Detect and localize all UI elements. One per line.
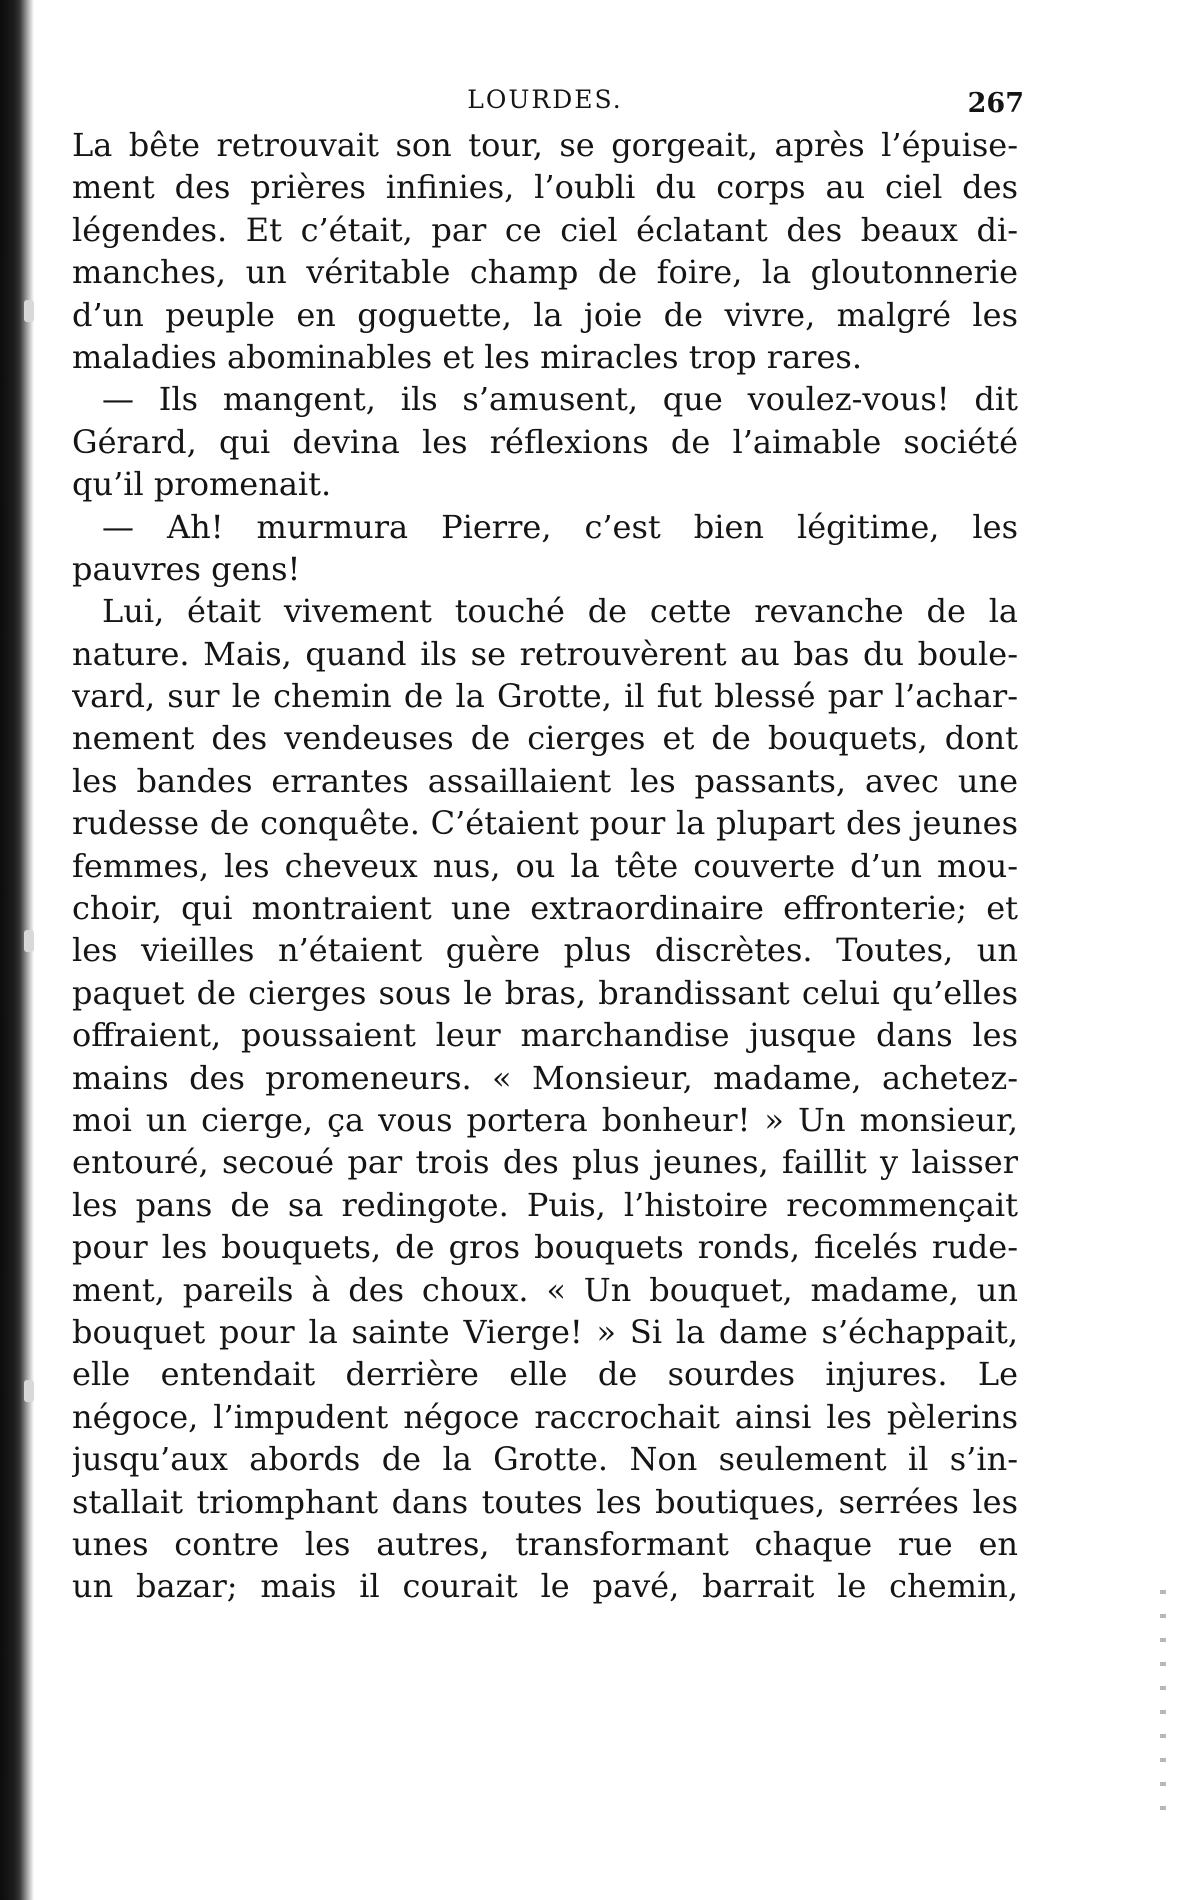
text-line: pauvres gens! <box>72 549 301 588</box>
text-line: pour les bouquets, de gros bouquets ronds, ficelés rude- <box>72 1228 1018 1267</box>
scan-speck <box>24 1380 34 1402</box>
text-line: unes contre les autres, transformant chaque rue en <box>72 1524 1018 1563</box>
text-line: paquet de cierges sous le bras, brandissant celui qu’elles <box>72 973 1018 1012</box>
text-line: mains des promeneurs. « Monsieur, madame, achetez- <box>72 1058 1018 1097</box>
text-line: les vieilles n’étaient guère plus discrètes. Toutes, un <box>72 931 1018 970</box>
text-line: nement des vendeuses de cierges et de bouquets, dont <box>72 719 1018 758</box>
text-line: les pans de sa redingote. Puis, l’histoire recommençait <box>72 1185 1018 1224</box>
text-line: elle entendait derrière elle de sourdes injures. Le <box>72 1355 1018 1394</box>
text-line: jusqu’aux abords de la Grotte. Non seulement il s’in- <box>72 1440 1018 1479</box>
text-line: stallait triomphant dans toutes les boutiques, serrées les <box>72 1482 1018 1521</box>
text-line: choir, qui montraient une extraordinaire effronterie; et <box>72 889 1018 928</box>
text-line: vard, sur le chemin de la Grotte, il fut blessé par l’achar- <box>72 677 1018 716</box>
text-line: Gérard, qui devina les réflexions de l’aimable société <box>72 422 1018 461</box>
text-line: ment des prières infinies, l’oubli du corps au ciel des <box>72 168 1018 207</box>
text-line: rudesse de conquête. C’étaient pour la plupart des jeunes <box>72 804 1018 843</box>
text-line: La bête retrouvait son tour, se gorgeait, après l’épuise- <box>72 126 1018 164</box>
text-line: qu’il promenait. <box>72 465 332 504</box>
text-line: nature. Mais, quand ils se retrouvèrent au bas du boule- <box>72 634 1018 673</box>
text-line: — Ils mangent, ils s’amusent, que voulez-vous! dit <box>102 380 1018 419</box>
body-text <box>72 124 1018 1608</box>
text-line: bouquet pour la sainte Vierge! » Si la dame s’échappait, <box>72 1312 1018 1351</box>
scan-speck <box>24 300 34 322</box>
text-line: ment, pareils à des choux. « Un bouquet, madame, un <box>72 1270 1018 1309</box>
text-line: légendes. Et c’était, par ce ciel éclatant des beaux di- <box>72 210 1018 249</box>
text-line: Lui, était vivement touché de cette revanche de la <box>102 592 1018 631</box>
text-line: négoce, l’impudent négoce raccrochait ainsi les pèlerins <box>72 1397 1018 1436</box>
page-number: 267 <box>967 88 1024 119</box>
text-line: — Ah! murmura Pierre, c’est bien légitime, les <box>102 507 1018 546</box>
text-line: d’un peuple en goguette, la joie de vivre, malgré les <box>72 295 1018 334</box>
text-line: entouré, secoué par trois des plus jeunes, faillit y laisser <box>72 1143 1018 1182</box>
text-line: femmes, les cheveux nus, ou la tête couverte d’un mou- <box>72 846 1018 885</box>
text-line: les bandes errantes assaillaient les passants, avec une <box>72 761 1018 800</box>
scan-speck <box>24 930 34 952</box>
text-line: moi un cierge, ça vous portera bonheur! » Un monsieur, <box>72 1100 1018 1139</box>
text-line: un bazar; mais il courait le pavé, barrait le chemin, <box>72 1567 1018 1606</box>
margin-scan-marks <box>1160 1590 1166 1830</box>
text-line: offraient, poussaient leur marchandise jusque dans les <box>72 1016 1018 1055</box>
running-title: LOURDES. <box>467 85 623 114</box>
text-line: manches, un véritable champ de foire, la gloutonnerie <box>72 253 1018 292</box>
text-line: maladies abominables et les miracles trop rares. <box>72 337 862 376</box>
